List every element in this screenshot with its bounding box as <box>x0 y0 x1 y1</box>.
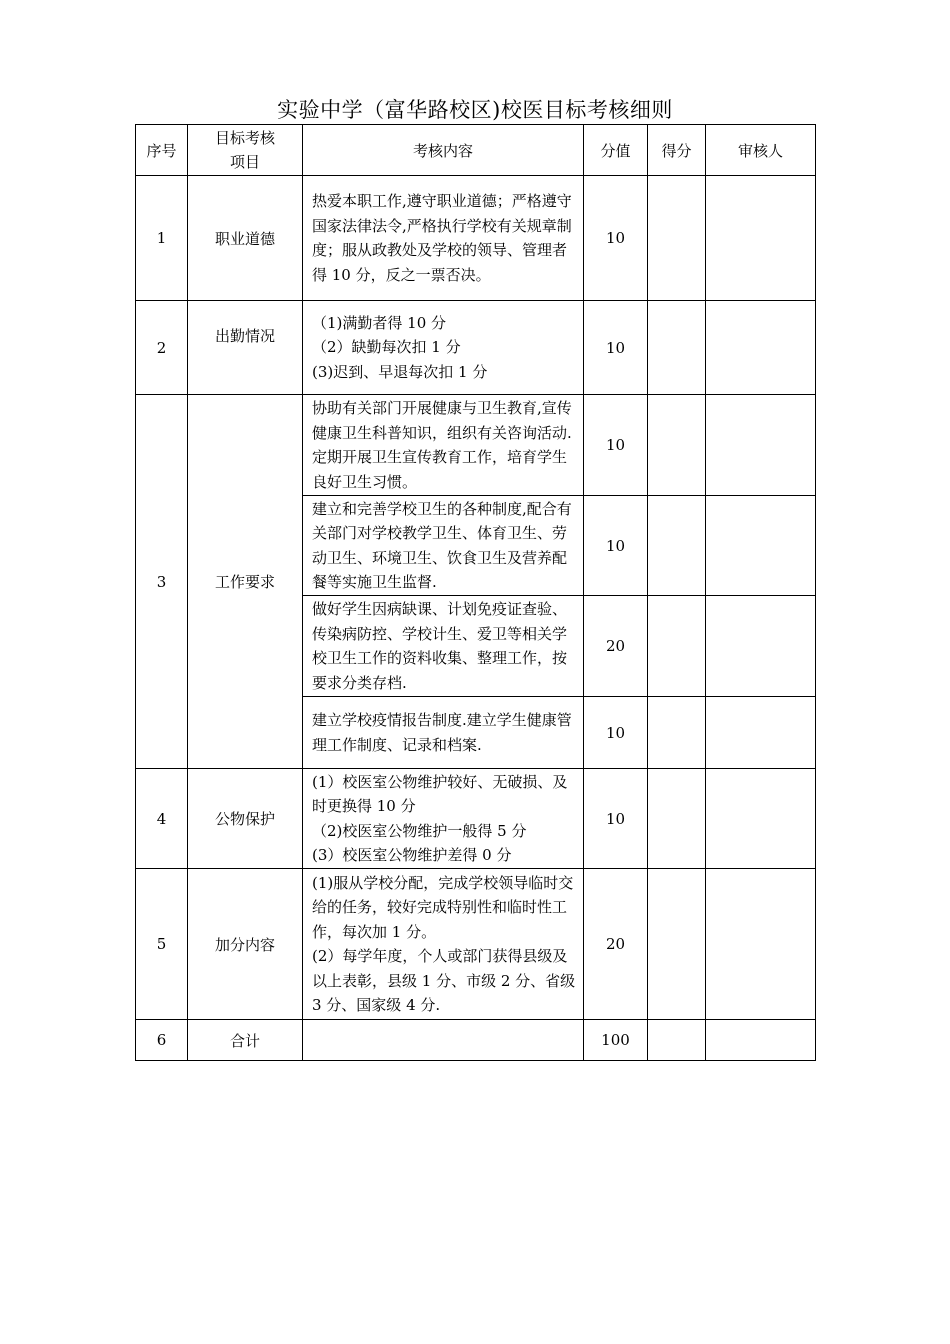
header-reviewer: 审核人 <box>706 125 816 176</box>
table-row <box>136 869 816 1020</box>
row-item: 工作要求 <box>188 395 303 769</box>
row-index: 3 <box>136 395 188 769</box>
row-reviewer-cell <box>706 176 816 301</box>
content-line: (1）校医室公物维护较好、无破损、及时更换得 10 分 <box>312 772 568 815</box>
row-content <box>303 301 584 395</box>
row-item: 合计 <box>188 1020 303 1061</box>
row-index: 1 <box>136 176 188 301</box>
row-points: 10 <box>584 496 648 596</box>
content-line: (1)服从学校分配，完成学校领导临时交给的任务，较好完成特别性和临时性工作，每次加 1 分。 <box>312 873 574 941</box>
row-points: 100 <box>584 1020 648 1061</box>
row-reviewer-cell <box>706 869 816 1020</box>
row-reviewer-cell <box>706 596 816 697</box>
content-line: (3）校医室公物维护差得 0 分 <box>312 846 512 864</box>
header-score-got: 得分 <box>648 125 706 176</box>
content-line: （2)校医室公物维护一般得 5 分 <box>312 821 527 840</box>
document-title: 实验中学（富华路校区)校医目标考核细则 <box>277 98 673 122</box>
row-score-cell <box>648 1020 706 1061</box>
row-score-cell <box>648 301 706 395</box>
content-line: （1)满勤者得 10 分 <box>312 313 447 332</box>
row-content <box>303 869 584 1020</box>
row-points: 20 <box>584 596 648 697</box>
header-item <box>188 125 303 176</box>
row-item: 公物保护 <box>188 769 303 869</box>
table-header-row <box>136 125 816 176</box>
row-reviewer-cell <box>706 1020 816 1061</box>
table-row <box>136 1020 816 1061</box>
row-reviewer-cell <box>706 301 816 395</box>
row-score-cell <box>648 395 706 496</box>
row-content: 做好学生因病缺课、计划免疫证查验、传染病防控、学校计生、爱卫等相关学校卫生工作的资料收集、整理工作，按要求分类存档. <box>303 596 584 697</box>
row-index: 4 <box>136 769 188 869</box>
row-score-cell <box>648 697 706 769</box>
table-row <box>136 395 816 496</box>
row-item: 出勤情况 <box>188 301 303 395</box>
row-score-cell <box>648 176 706 301</box>
row-content: 热爱本职工作,遵守职业道德；严格遵守国家法律法令,严格执行学校有关规章制度；服从政教处及学校的领导、管理者得 10 分，反之一票否决。 <box>303 176 584 301</box>
table-row <box>136 301 816 395</box>
row-points: 10 <box>584 395 648 496</box>
row-points: 10 <box>584 301 648 395</box>
header-content: 考核内容 <box>303 125 584 176</box>
row-content: 建立学校疫情报告制度.建立学生健康管理工作制度、记录和档案. <box>303 697 584 769</box>
table-row <box>136 176 816 301</box>
row-score-cell <box>648 596 706 697</box>
header-score-value: 分值 <box>584 125 648 176</box>
row-points: 10 <box>584 176 648 301</box>
row-score-cell <box>648 869 706 1020</box>
row-score-cell <box>648 496 706 596</box>
row-reviewer-cell <box>706 496 816 596</box>
table-row <box>136 769 816 869</box>
header-item-line2: 项目 <box>229 153 260 171</box>
header-index: 序号 <box>136 125 188 176</box>
row-score-cell <box>648 769 706 869</box>
content-line: （2）缺勤每次扣 1 分 <box>312 338 461 357</box>
row-item: 职业道德 <box>188 176 303 301</box>
row-index: 2 <box>136 301 188 395</box>
row-points: 20 <box>584 869 648 1020</box>
row-reviewer-cell <box>706 395 816 496</box>
row-item: 加分内容 <box>188 869 303 1020</box>
content-line: (3)迟到、早退每次扣 1 分 <box>312 362 488 381</box>
row-content <box>303 769 584 869</box>
row-index: 6 <box>136 1020 188 1061</box>
content-line: (2）每学年度，个人或部门获得县级及以上表彰，县级 1 分、市级 2 分、省级 3 分、国家级 4 分. <box>312 947 576 1014</box>
row-content: 建立和完善学校卫生的各种制度,配合有关部门对学校教学卫生、体育卫生、劳动卫生、环境卫生、饮食卫生及营养配餐等实施卫生监督. <box>303 496 584 596</box>
row-reviewer-cell <box>706 769 816 869</box>
row-index: 5 <box>136 869 188 1020</box>
header-item-line1: 目标考核 <box>214 129 275 147</box>
row-points: 10 <box>584 697 648 769</box>
row-content <box>303 1020 584 1061</box>
row-reviewer-cell <box>706 697 816 769</box>
row-points: 10 <box>584 769 648 869</box>
row-content: 协助有关部门开展健康与卫生教育,宣传健康卫生科普知识，组织有关咨询活动.定期开展卫生宣传教育工作，培育学生良好卫生习惯。 <box>303 395 584 496</box>
assessment-table <box>135 124 816 1061</box>
